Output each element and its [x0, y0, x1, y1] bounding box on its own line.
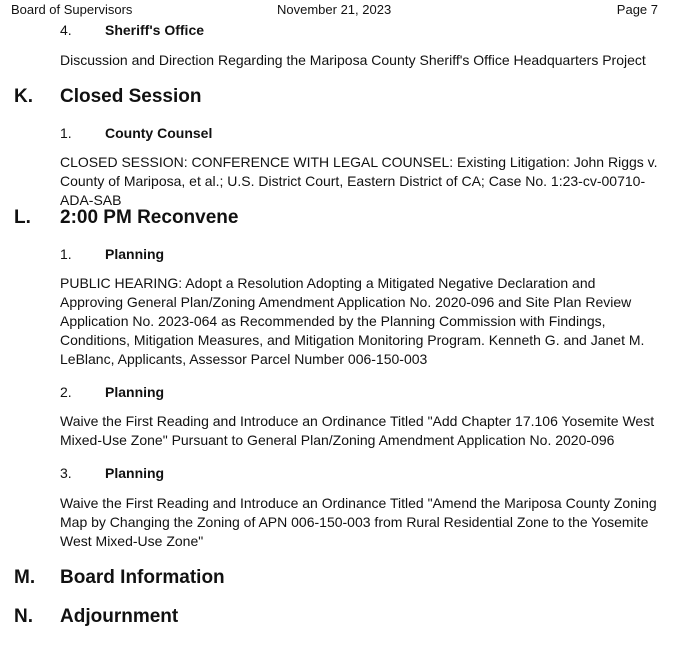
item-description: Discussion and Direction Regarding the Mariposa County Sheriff's Office Headquarters Project [60, 52, 646, 68]
item-heading: Planning [105, 246, 165, 262]
item-number: 1. [60, 125, 72, 141]
item-description: CLOSED SESSION: CONFERENCE WITH LEGAL COUNSEL: Existing Litigation: John Riggs v. County of Mariposa, et al.; U.S. District Court, Eastern District of CA; Case No. 1:23-cv-00710-ADA-SAB [60, 154, 658, 208]
section-letter: L. [14, 207, 31, 228]
item-heading: Planning [105, 465, 165, 481]
header-date: November 21, 2023 [277, 2, 392, 17]
item-number: 3. [60, 465, 72, 481]
section-title: Board Information [60, 567, 225, 588]
header-page-number: Page 7 [616, 2, 658, 17]
section-title: Adjournment [60, 606, 179, 627]
section-letter: K. [14, 86, 33, 107]
item-heading: County Counsel [105, 125, 213, 141]
item-number: 1. [60, 246, 72, 262]
item-description: Waive the First Reading and Introduce an Ordinance Titled "Add Chapter 17.106 Yosemite West Mixed-Use Zone" Pursuant to General Plan/Zoning Amendment Application No. 2020-096 [60, 413, 655, 448]
item-heading: Sheriff's Office [105, 22, 205, 38]
section-title: Closed Session [60, 86, 202, 107]
item-number: 4. [60, 22, 72, 38]
item-description: Waive the First Reading and Introduce an Ordinance Titled "Amend the Mariposa County Zoning Map by Changing the Zoning of APN 006-150-003 from Rural Residential Zone to the Yosemite West Mixed-Use Zone" [60, 495, 657, 549]
item-number: 2. [60, 384, 72, 400]
item-heading: Planning [105, 384, 165, 400]
section-letter: M. [14, 567, 36, 588]
section-letter: N. [14, 606, 33, 627]
header-board-name: Board of Supervisors [11, 2, 133, 17]
section-title: 2:00 PM Reconvene [60, 207, 239, 228]
item-description: PUBLIC HEARING: Adopt a Resolution Adopting a Mitigated Negative Declaration and Approving General Plan/Zoning Amendment Application No. 2020-096 and Site Plan Review Application No. 2023-064 as Recommended by the Planning Commission with Findings, Conditions, Mitigation Measures, and Mitigation Monitoring Program. Kenneth G. and Janet M. LeBlanc, Applicants, Assessor Parcel Number 006-150-003 [60, 275, 645, 367]
